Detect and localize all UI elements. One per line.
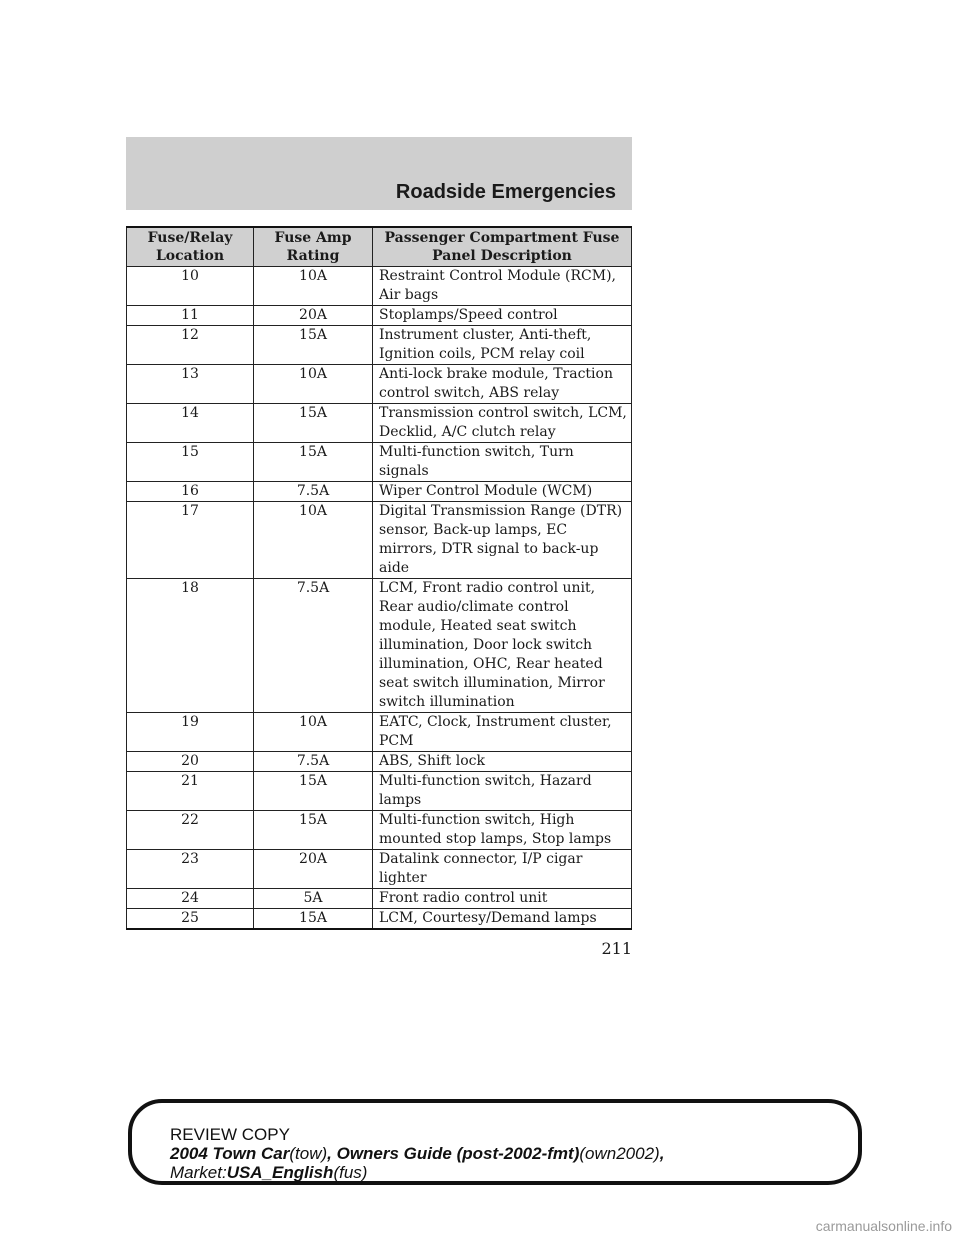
table-row	[127, 326, 632, 365]
cell-description: Multi-function switch, Turn signals	[373, 443, 632, 482]
footer-guide-code: (own2002)	[579, 1144, 660, 1163]
cell-description: Multi-function switch, High mounted stop lamps, Stop lamps	[373, 811, 632, 850]
table-row	[127, 889, 632, 909]
cell-location: 19	[127, 713, 254, 752]
cell-description: Stoplamps/Speed control	[373, 306, 632, 326]
table-row	[127, 772, 632, 811]
cell-description: Instrument cluster, Anti-theft, Ignition coils, PCM relay coil	[373, 326, 632, 365]
cell-location: 21	[127, 772, 254, 811]
cell-amp-rating: 15A	[254, 404, 373, 443]
cell-location: 23	[127, 850, 254, 889]
table-row	[127, 502, 632, 579]
fuse-table-body	[127, 267, 632, 930]
cell-location: 24	[127, 889, 254, 909]
table-row	[127, 579, 632, 713]
cell-amp-rating: 10A	[254, 365, 373, 404]
cell-amp-rating: 15A	[254, 909, 373, 930]
cell-location: 20	[127, 752, 254, 772]
cell-location: 17	[127, 502, 254, 579]
cell-amp-rating: 15A	[254, 326, 373, 365]
cell-amp-rating: 20A	[254, 306, 373, 326]
cell-description: Multi-function switch, Hazard lamps	[373, 772, 632, 811]
cell-amp-rating: 10A	[254, 713, 373, 752]
table-row	[127, 482, 632, 502]
cell-description: EATC, Clock, Instrument cluster, PCM	[373, 713, 632, 752]
table-row	[127, 443, 632, 482]
table-row	[127, 909, 632, 930]
table-row	[127, 850, 632, 889]
cell-description: LCM, Front radio control unit, Rear audio/climate control module, Heated seat switch illumination, Door lock switch illumination, OHC, Rear heated seat switch illumination, Mirror switch illumination	[373, 579, 632, 713]
cell-amp-rating: 7.5A	[254, 579, 373, 713]
cell-description: Transmission control switch, LCM, Decklid, A/C clutch relay	[373, 404, 632, 443]
footer-separator: ,	[327, 1144, 337, 1163]
table-row	[127, 404, 632, 443]
cell-description: Front radio control unit	[373, 889, 632, 909]
footer-line-3	[170, 1163, 664, 1182]
column-header-description: Passenger Compartment Fuse Panel Description	[373, 227, 632, 267]
cell-amp-rating: 7.5A	[254, 482, 373, 502]
section-title: Roadside Emergencies	[395, 181, 616, 203]
cell-amp-rating: 10A	[254, 267, 373, 306]
cell-location: 15	[127, 443, 254, 482]
table-row	[127, 267, 632, 306]
cell-location: 22	[127, 811, 254, 850]
table-header-row	[127, 227, 632, 267]
cell-description: Wiper Control Module (WCM)	[373, 482, 632, 502]
cell-location: 10	[127, 267, 254, 306]
table-row	[127, 713, 632, 752]
table-row	[127, 306, 632, 326]
footer-line-2	[170, 1144, 664, 1163]
footer-market-code: (fus)	[333, 1163, 368, 1182]
cell-amp-rating: 15A	[254, 443, 373, 482]
cell-amp-rating: 7.5A	[254, 752, 373, 772]
review-copy-text	[170, 1125, 664, 1182]
cell-amp-rating: 20A	[254, 850, 373, 889]
table-row	[127, 752, 632, 772]
cell-location: 18	[127, 579, 254, 713]
review-copy-box	[128, 1099, 862, 1185]
footer-model: 2004 Town Car	[170, 1144, 290, 1163]
cell-amp-rating: 5A	[254, 889, 373, 909]
cell-description: LCM, Courtesy/Demand lamps	[373, 909, 632, 930]
page-number: 211	[601, 939, 632, 958]
watermark: carmanualsonline.info	[815, 1218, 952, 1234]
section-header-band	[126, 137, 632, 210]
cell-amp-rating: 15A	[254, 811, 373, 850]
fuse-table	[126, 226, 632, 930]
cell-location: 12	[127, 326, 254, 365]
table-row	[127, 811, 632, 850]
column-header-location: Fuse/Relay Location	[127, 227, 254, 267]
cell-location: 16	[127, 482, 254, 502]
cell-description: ABS, Shift lock	[373, 752, 632, 772]
footer-market: USA_English	[226, 1163, 334, 1182]
cell-amp-rating: 10A	[254, 502, 373, 579]
cell-description: Restraint Control Module (RCM), Air bags	[373, 267, 632, 306]
column-header-amp-rating: Fuse Amp Rating	[254, 227, 373, 267]
cell-location: 11	[127, 306, 254, 326]
review-label: REVIEW COPY	[170, 1125, 290, 1144]
cell-description: Anti-lock brake module, Traction control switch, ABS relay	[373, 365, 632, 404]
cell-description: Datalink connector, I/P cigar lighter	[373, 850, 632, 889]
cell-location: 13	[127, 365, 254, 404]
footer-trail: ,	[659, 1144, 665, 1163]
table-row	[127, 365, 632, 404]
footer-model-code: (tow)	[289, 1144, 328, 1163]
cell-description: Digital Transmission Range (DTR) sensor, Back-up lamps, EC mirrors, DTR signal to back-up aide	[373, 502, 632, 579]
footer-guide: Owners Guide (post-2002-fmt)	[336, 1144, 580, 1163]
cell-location: 14	[127, 404, 254, 443]
footer-market-label: Market:	[170, 1163, 227, 1182]
cell-amp-rating: 15A	[254, 772, 373, 811]
cell-location: 25	[127, 909, 254, 930]
